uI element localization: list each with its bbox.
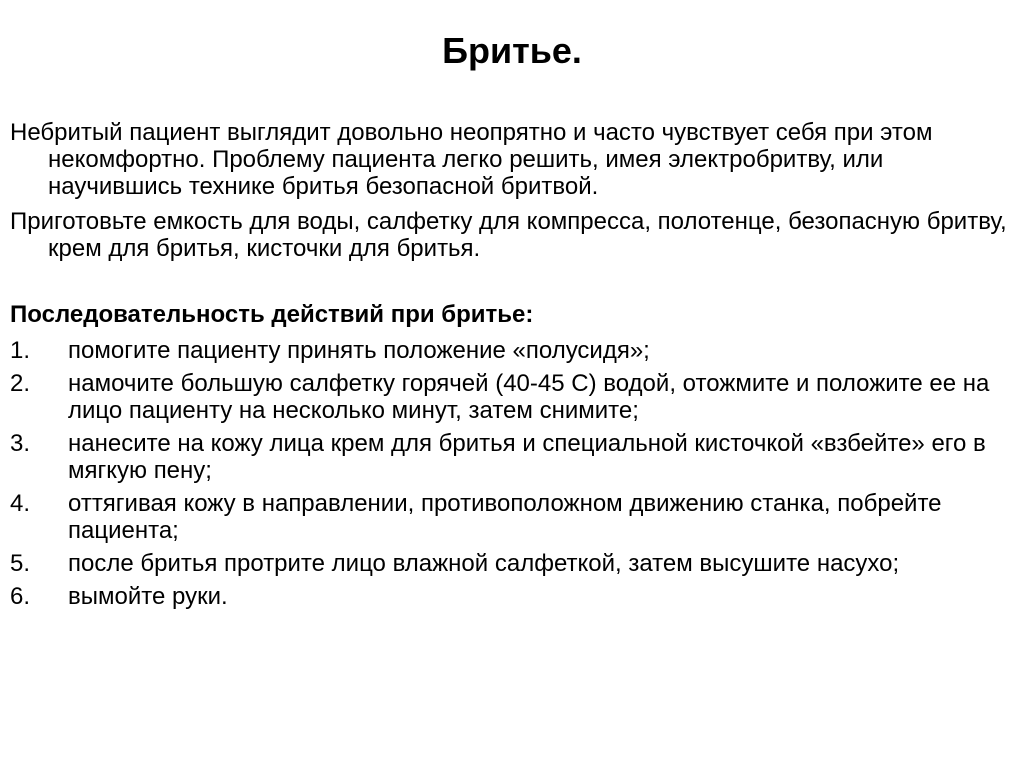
step-text: нанесите на кожу лица крем для бритья и специальной кисточкой «взбейте» его в мягкую пену; — [68, 430, 986, 484]
step-text: намочите большую салфетку горячей (40-45 С) водой, отожмите и положите ее на лицо пациенту на несколько минут, затем снимите; — [68, 370, 990, 424]
step-text: помогите пациенту принять положение «полусидя»; — [68, 337, 650, 364]
step-text: после бритья протрите лицо влажной салфеткой, затем высушите насухо; — [68, 550, 900, 577]
intro-paragraph: Небритый пациент выглядит довольно неопрятно и часто чувствует себя при этом некомфортно. Проблему пациента легко решить, имея электробритву, или научившись технике бритья безопасной бритвой. — [10, 119, 933, 200]
step-number: 5. — [10, 550, 31, 577]
steps-list — [10, 337, 1010, 616]
slide-title: Бритье. — [442, 30, 582, 71]
step-text: вымойте руки. — [68, 583, 228, 610]
supplies-paragraph: Приготовьте емкость для воды, салфетку для компресса, полотенце, безопасную бритву, крем для бритья, кисточки для бритья. — [10, 208, 1007, 262]
step-number: 6. — [10, 583, 31, 610]
step-item — [10, 583, 1010, 610]
step-number: 2. — [10, 370, 31, 397]
step-number: 4. — [10, 490, 31, 517]
step-item — [10, 337, 1010, 364]
step-item — [10, 550, 1010, 577]
step-text: оттягивая кожу в направлении, противоположном движению станка, побрейте пациента; — [68, 490, 942, 544]
step-number: 3. — [10, 430, 31, 457]
steps-heading: Последовательность действий при бритье: — [10, 301, 534, 328]
step-number: 1. — [10, 337, 31, 364]
step-item — [10, 370, 1010, 424]
step-item — [10, 490, 1010, 544]
step-item — [10, 430, 1010, 484]
